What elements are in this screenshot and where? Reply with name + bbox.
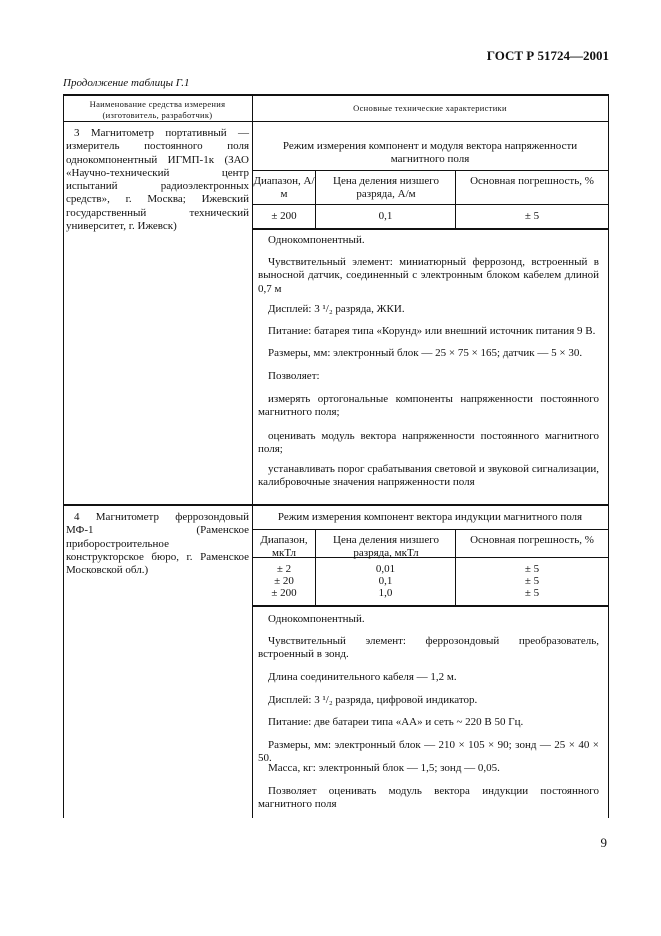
instrument-name: 4 Магнитометр феррозондовый МФ-1 (Раменское приборостроительное конструкторское бюро, г. Раменское Московской обл.): [66, 511, 249, 577]
spec-paragraph: оценивать модуль вектора напряженности постоянного магнитного поля;: [258, 430, 599, 456]
error-value: ± 5: [524, 575, 540, 587]
spec-paragraph: измерять ортогональные компоненты напряженности постоянного магнитного поля;: [258, 393, 599, 419]
subtable-bottom: [252, 605, 608, 607]
spec-paragraph: Однокомпонентный.: [268, 234, 365, 246]
range-value: ± 200: [271, 587, 297, 599]
spec-paragraph: Позволяет оценивать модуль вектора индукции постоянного магнитного поля: [258, 785, 599, 811]
spec-paragraph: устанавливать порог срабатывания световой и звуковой сигнализации, калибровочные значения напряженности поля: [258, 463, 599, 489]
spec-paragraph: Питание: две батареи типа «АА» и сеть ~ 220 В 50 Гц.: [268, 716, 524, 728]
spec-paragraph: Размеры, мм: электронный блок — 25 × 75 × 165; датчик — 5 × 30.: [268, 347, 583, 359]
spec-paragraph: Дисплей: 3 ¹/₂ разряда, ЖКИ.: [268, 303, 405, 315]
sub-header: Основная погрешность, %: [470, 175, 594, 187]
division-value: 1,0: [378, 587, 393, 599]
sub-header: Цена деления низшего разряда, мкТл: [333, 534, 439, 560]
table-top-border: [63, 94, 609, 96]
page-number: 9: [600, 835, 607, 850]
error-value: ± 5: [524, 210, 540, 222]
subtable-line: [252, 529, 608, 530]
range-value: ± 2: [276, 563, 292, 575]
range-value: ± 200: [271, 210, 297, 222]
sub-header: Диапазон, мкТл: [260, 534, 308, 560]
table-caption: Продолжение таблицы Г.1: [63, 77, 190, 89]
sub-header: Цена деления низшего разряда, А/м: [333, 175, 439, 201]
doc-id: ГОСТ Р 51724—2001: [486, 48, 609, 63]
col2-header: Основные технические характеристики: [353, 103, 507, 113]
instrument-name: 3 Магнитометр портативный — измеритель постоянного поля однокомпонентный ИГМП-1к (ЗАО «Научно-технический центр испытаний радиоэлектронных средств», г. Москва; Ижевский государственный технический университет, г. Ижевск): [66, 127, 249, 233]
column-divider: [252, 94, 253, 818]
row-divider: [63, 504, 609, 506]
subtable-line: [252, 170, 608, 171]
error-value: ± 5: [524, 563, 540, 575]
error-value: ± 5: [524, 587, 540, 599]
sub-header: Диапазон, А/м: [253, 175, 315, 201]
spec-paragraph: Питание: батарея типа «Корунд» или внешний источник питания 9 В.: [268, 325, 596, 337]
sub-header: Основная погрешность, %: [470, 534, 594, 546]
spec-paragraph: Размеры, мм: электронный блок — 210 × 105 × 90; зонд — 25 × 40 × 50.: [258, 739, 599, 765]
subtable-line: [252, 204, 608, 205]
subtable-bottom: [252, 228, 608, 230]
spec-paragraph: Чувствительный элемент: миниатюрный феррозонд, встроенный в выносной датчик, соединенный с электронным блоком кабелем длиной 0,7 м: [258, 256, 599, 295]
range-value: ± 20: [274, 575, 294, 587]
mode-title: Режим измерения компонент и модуля вектора напряженности магнитного поля: [282, 140, 578, 166]
table-left-border: [63, 94, 64, 818]
division-value: 0,1: [378, 575, 393, 587]
spec-paragraph: Позволяет:: [268, 370, 320, 382]
spec-paragraph: Длина соединительного кабеля — 1,2 м.: [268, 671, 457, 683]
division-value: 0,1: [378, 210, 393, 222]
col1-header: Наименование средства измерения (изготовитель, разработчик): [89, 99, 226, 120]
spec-paragraph: Однокомпонентный.: [268, 613, 365, 625]
table-right-border: [608, 94, 609, 818]
spec-paragraph: Масса, кг: электронный блок — 1,5; зонд — 0,05.: [268, 762, 500, 774]
header-bottom-border: [63, 121, 609, 122]
division-value: 0,01: [375, 563, 396, 575]
spec-paragraph: Дисплей: 3 ¹/₂ разряда, цифровой индикатор.: [268, 694, 478, 706]
mode-title: Режим измерения компонент вектора индукции магнитного поля: [277, 511, 583, 523]
spec-paragraph: Чувствительный элемент: феррозондовый преобразователь, встроенный в зонд.: [258, 635, 599, 661]
